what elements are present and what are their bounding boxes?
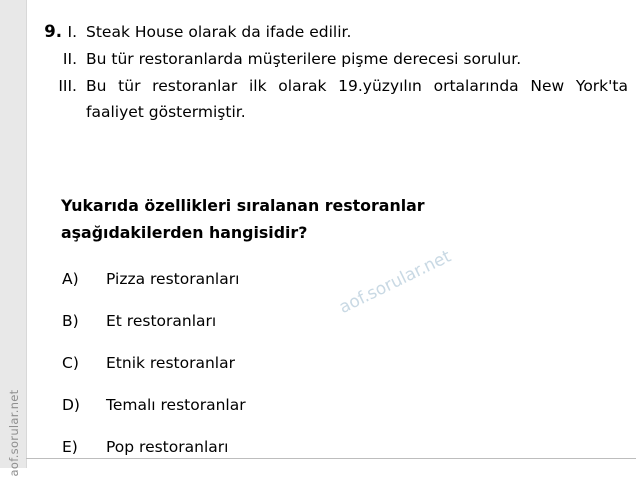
option-letter-d: D) bbox=[62, 396, 80, 414]
bottom-divider bbox=[26, 458, 636, 459]
side-watermark: aof.sorular.net bbox=[7, 389, 21, 477]
option-text-b: Et restoranları bbox=[106, 312, 217, 330]
question-prompt bbox=[61, 192, 631, 246]
option-text-e: Pop restoranları bbox=[106, 438, 229, 456]
statement-label-2: II. bbox=[62, 50, 77, 68]
question-number: 9. bbox=[44, 22, 62, 41]
option-letter-c: C) bbox=[62, 354, 79, 372]
option-letter-e: E) bbox=[62, 438, 78, 456]
option-text-c: Etnik restoranlar bbox=[106, 354, 235, 372]
statement-label-1: I. bbox=[67, 23, 77, 41]
statement-text-1: Steak House olarak da ifade edilir. bbox=[86, 23, 352, 41]
prompt-line-2: aşağıdakilerden hangisidir? bbox=[61, 223, 308, 242]
statement-row-1 bbox=[56, 19, 628, 45]
statement-label-3: III. bbox=[58, 77, 77, 95]
option-a[interactable] bbox=[62, 270, 622, 312]
option-d[interactable] bbox=[62, 396, 622, 438]
statement-text-2: Bu tür restoranlarda müşterilere pişme derecesi sorulur. bbox=[86, 50, 522, 68]
option-letter-a: A) bbox=[62, 270, 79, 288]
prompt-line-1: Yukarıda özellikleri sıralanan restoranlar bbox=[61, 196, 425, 215]
option-b[interactable] bbox=[62, 312, 622, 354]
answer-options bbox=[62, 270, 622, 480]
option-e[interactable] bbox=[62, 438, 622, 480]
statement-row-2 bbox=[56, 46, 628, 72]
question-stem bbox=[56, 19, 628, 126]
statement-text-3: Bu tür restoranlar ilk olarak 19.yüzyılın ortalarında New York'ta faaliyet göstermiştir. bbox=[86, 77, 628, 121]
option-text-d: Temalı restoranlar bbox=[106, 396, 246, 414]
option-letter-b: B) bbox=[62, 312, 79, 330]
question-content bbox=[26, 0, 636, 468]
option-text-a: Pizza restoranları bbox=[106, 270, 240, 288]
diagonal-watermark: aof.sorular.net bbox=[336, 246, 455, 318]
statement-row-3 bbox=[56, 73, 628, 125]
left-sidebar-strip bbox=[0, 0, 27, 477]
option-c[interactable] bbox=[62, 354, 622, 396]
